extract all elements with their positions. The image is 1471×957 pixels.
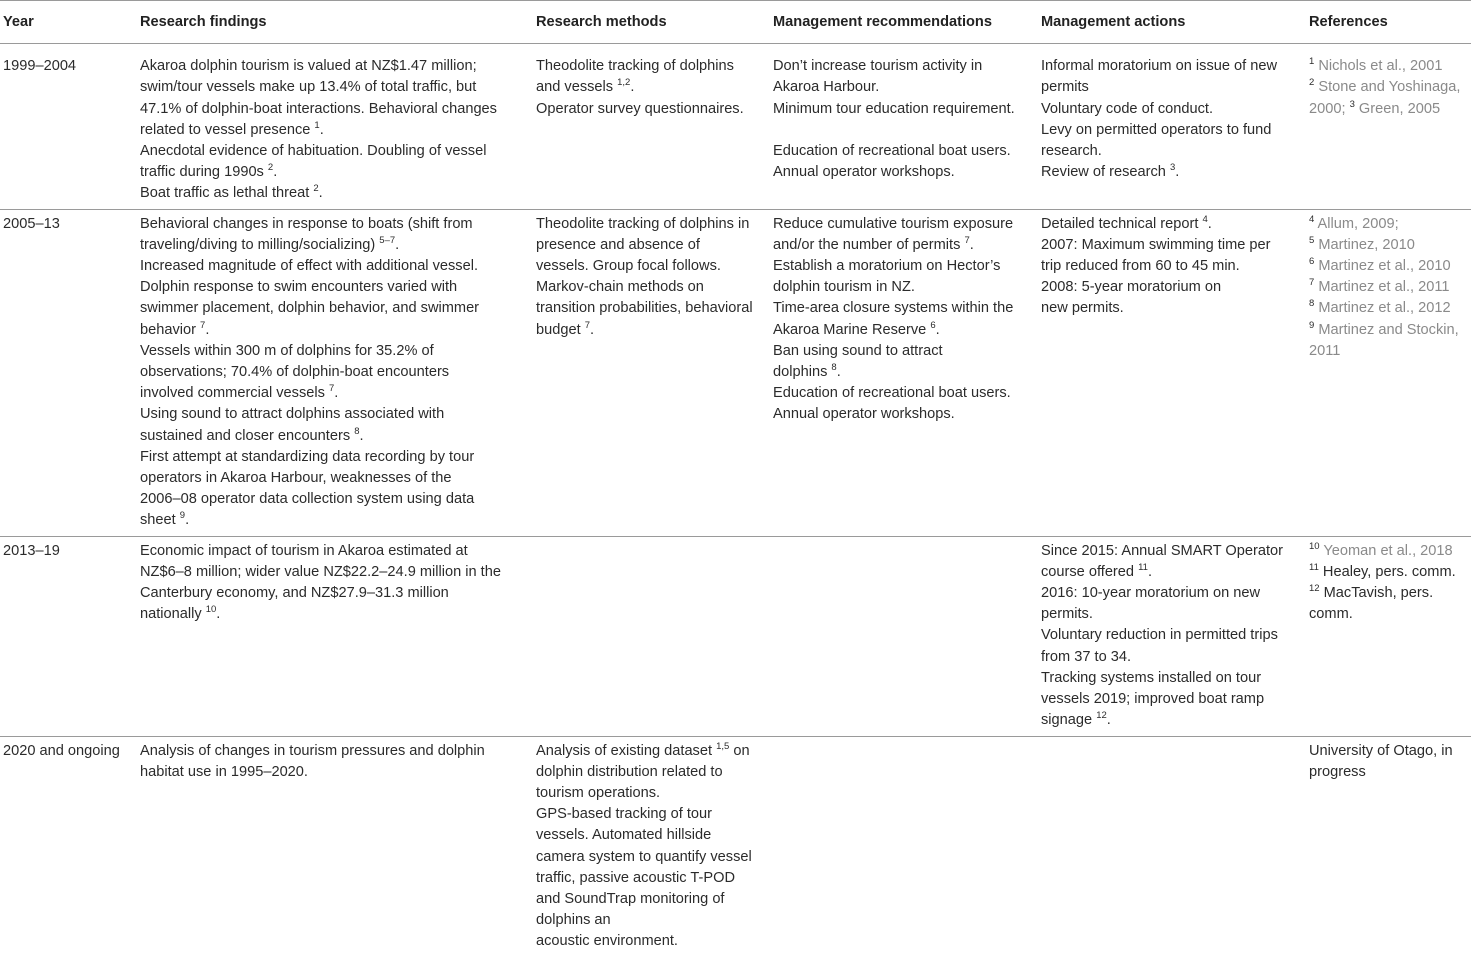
action-line: Tracking systems installed on tour bbox=[1041, 669, 1262, 686]
cell-year: 2013–19 bbox=[0, 536, 137, 736]
finding-line: Economic impact of tourism in Akaroa estimated at bbox=[140, 542, 468, 559]
recommendation-line: Don’t increase tourism activity in bbox=[773, 58, 983, 75]
reference-line bbox=[1309, 341, 1467, 362]
reference-text: progress bbox=[1309, 763, 1366, 780]
action-line: Voluntary code of conduct. bbox=[1041, 100, 1213, 117]
method-line: and vessels $^{1,2}$. bbox=[536, 77, 635, 96]
action-line: Levy on permitted operators to fund bbox=[1041, 121, 1272, 138]
reference-citation: Martinez and Stockin, bbox=[1314, 321, 1459, 338]
recommendation-line: Annual operator workshops. bbox=[773, 164, 955, 181]
method-line: dolphins an bbox=[536, 912, 611, 929]
finding-line: traveling/diving to milling/socializing) $^{5-7}$. bbox=[140, 234, 400, 253]
finding-line: sustained and closer encounters $^8$. bbox=[140, 425, 364, 444]
finding-line: operators in Akaroa Harbour, weaknesses of the bbox=[140, 470, 452, 487]
table-row bbox=[0, 209, 1471, 536]
cell-research-findings bbox=[137, 209, 533, 536]
footnote-marker: 3 bbox=[1169, 162, 1176, 174]
recommendation-line: Reduce cumulative tourism exposure bbox=[773, 215, 1014, 232]
cell-research-findings bbox=[137, 536, 533, 736]
action-line: Voluntary reduction in permitted trips bbox=[1041, 627, 1278, 644]
action-line: from 37 to 34. bbox=[1041, 648, 1132, 665]
table-row bbox=[0, 536, 1471, 736]
recommendation-line: Akaroa Harbour. bbox=[773, 79, 880, 96]
footnote-marker: 2 bbox=[267, 162, 274, 174]
method-line: tourism operations. bbox=[536, 784, 661, 801]
action-line: 2008: 5-year moratorium on bbox=[1041, 279, 1222, 296]
reference-line bbox=[1309, 235, 1467, 256]
reference-line bbox=[1309, 562, 1467, 583]
reference-line bbox=[1309, 256, 1467, 277]
cell-management-actions bbox=[1038, 44, 1306, 209]
method-line: transition probabilities, behavioral bbox=[536, 300, 753, 317]
cell-references bbox=[1306, 536, 1471, 736]
reference-line bbox=[1309, 99, 1467, 120]
action-line: new permits. bbox=[1041, 300, 1124, 317]
footnote-marker: 1 bbox=[1309, 56, 1315, 68]
method-line: Analysis of existing dataset $^{1,5}$ on bbox=[536, 740, 750, 759]
reference-citation: 2011 bbox=[1309, 342, 1341, 359]
reference-citation: Stone and Yoshinaga, bbox=[1314, 79, 1461, 96]
cell-research-findings bbox=[137, 736, 533, 957]
footnote-marker: 8 bbox=[354, 425, 360, 437]
reference-citation: Martinez, 2010 bbox=[1314, 236, 1415, 253]
footnote-marker: 1,2 bbox=[617, 77, 631, 89]
footnote-marker: 7 bbox=[328, 383, 335, 395]
recommendation-line: Ban using sound to attract bbox=[773, 342, 943, 359]
reference-citation: Nichols et al., 2001 bbox=[1314, 58, 1443, 75]
finding-line: sheet $^9$. bbox=[140, 510, 190, 529]
footnote-marker: 5–7 bbox=[379, 234, 396, 246]
action-line: permits. bbox=[1041, 606, 1093, 623]
action-line: permits bbox=[1041, 79, 1089, 96]
finding-line: nationally $^{10}$. bbox=[140, 604, 221, 623]
footnote-marker: 8 bbox=[1309, 298, 1315, 310]
footnote-marker: 11 bbox=[1309, 561, 1319, 573]
recommendation-line: Time-area closure systems within the bbox=[773, 300, 1014, 317]
action-line: 2007: Maximum swimming time per bbox=[1041, 236, 1271, 253]
cell-references bbox=[1306, 209, 1471, 536]
finding-line: First attempt at standardizing data recording by tour bbox=[140, 448, 475, 465]
footnote-marker: 10 bbox=[205, 604, 217, 616]
cell-research-methods bbox=[533, 44, 770, 209]
footnote-marker: 1 bbox=[314, 119, 320, 131]
recommendation-line: Education of recreational boat users. bbox=[773, 385, 1011, 402]
reference-line bbox=[1309, 298, 1467, 319]
finding-line: Canterbury economy, and NZ$27.9–31.3 million bbox=[140, 585, 449, 602]
reference-line bbox=[1309, 762, 1467, 783]
footnote-marker: 8 bbox=[831, 362, 837, 374]
reference-text: MacTavish, pers. bbox=[1319, 585, 1434, 602]
reference-line bbox=[1309, 320, 1467, 341]
recommendation-line: dolphin tourism in NZ. bbox=[773, 279, 915, 296]
cell-management-recommendations bbox=[770, 44, 1038, 209]
finding-line: swim/tour vessels make up 13.4% of total traffic, but bbox=[140, 79, 477, 96]
recommendation-line: and/or the number of permits $^7$. bbox=[773, 234, 974, 253]
finding-line: swimmer placement, dolphin behavior, and swimmer bbox=[140, 300, 480, 317]
action-line: research. bbox=[1041, 143, 1102, 160]
footnote-marker: 7 bbox=[964, 234, 970, 246]
reference-text: University of Otago, in bbox=[1309, 742, 1453, 759]
recommendation-line: dolphins $^8$. bbox=[773, 362, 841, 381]
recommendation-line: Minimum tour education requirement. bbox=[773, 100, 1015, 117]
action-line: Review of research $^3$. bbox=[1041, 162, 1180, 181]
cell-management-actions bbox=[1038, 536, 1306, 736]
footnote-marker: 4 bbox=[1202, 213, 1208, 225]
action-line: vessels 2019; improved boat ramp bbox=[1041, 691, 1265, 708]
reference-citation: Yeoman et al., 2018 bbox=[1319, 542, 1453, 559]
finding-line: Boat traffic as lethal threat $^2$. bbox=[140, 183, 323, 202]
reference-line bbox=[1309, 741, 1467, 762]
cell-management-recommendations bbox=[770, 209, 1038, 536]
method-line: acoustic environment. bbox=[536, 933, 678, 950]
method-line: Operator survey questionnaires. bbox=[536, 100, 744, 117]
method-line: budget $^7$. bbox=[536, 319, 595, 338]
finding-line: 47.1% of dolphin-boat interactions. Behavioral changes bbox=[140, 100, 497, 117]
finding-line: Vessels within 300 m of dolphins for 35.2% of bbox=[140, 342, 434, 359]
footnote-marker: 7 bbox=[584, 319, 590, 331]
method-line: traffic, passive acoustic T-POD bbox=[536, 869, 735, 886]
action-line: trip reduced from 60 to 45 min. bbox=[1041, 258, 1240, 275]
footnote-marker: 7 bbox=[200, 319, 206, 331]
reference-text: comm. bbox=[1309, 606, 1353, 623]
footnote-marker: 10 bbox=[1309, 540, 1320, 552]
header-row bbox=[0, 1, 1471, 44]
footnote-marker: 12 bbox=[1309, 583, 1320, 595]
reference-citation: Allum, 2009; bbox=[1314, 215, 1399, 232]
cell-management-actions bbox=[1038, 736, 1306, 957]
method-line: GPS-based tracking of tour bbox=[536, 806, 713, 823]
reference-line bbox=[1309, 583, 1467, 604]
recommendation-line: Annual operator workshops. bbox=[773, 406, 955, 423]
action-line: Detailed technical report $^4$. bbox=[1041, 213, 1212, 232]
col-header-management-recommendations: Management recommendations bbox=[770, 1, 1038, 44]
footnote-marker: 2 bbox=[313, 183, 319, 195]
finding-line: Dolphin response to swim encounters varied with bbox=[140, 279, 458, 296]
cell-year: 2005–13 bbox=[0, 209, 137, 536]
action-line: signage $^{12}$. bbox=[1041, 710, 1111, 729]
method-line: vessels. Group focal follows. bbox=[536, 258, 721, 275]
footnote-marker: 9 bbox=[179, 510, 186, 522]
reference-line bbox=[1309, 541, 1467, 562]
reference-citation: Green, 2005 bbox=[1354, 100, 1441, 117]
reference-line bbox=[1309, 56, 1467, 77]
method-line: Theodolite tracking of dolphins in bbox=[536, 215, 750, 232]
cell-research-methods bbox=[533, 736, 770, 957]
footnote-marker: 3 bbox=[1349, 98, 1355, 110]
action-line: Informal moratorium on issue of new bbox=[1041, 58, 1278, 75]
cell-management-recommendations bbox=[770, 536, 1038, 736]
col-header-references: References bbox=[1306, 1, 1471, 44]
cell-references bbox=[1306, 44, 1471, 209]
cell-references bbox=[1306, 736, 1471, 957]
finding-line: Analysis of changes in tourism pressures and dolphin bbox=[140, 742, 485, 759]
finding-line: NZ$6–8 million; wider value NZ$22.2–24.9 million in the bbox=[140, 563, 501, 580]
method-line: Markov-chain methods on bbox=[536, 279, 704, 296]
method-line: dolphin distribution related to bbox=[536, 763, 723, 780]
footnote-marker: 11 bbox=[1138, 561, 1148, 573]
finding-line: Increased magnitude of effect with additional vessel. bbox=[140, 258, 479, 275]
finding-line: behavior $^7$. bbox=[140, 319, 210, 338]
finding-line: Anecdotal evidence of habituation. Doubling of vessel bbox=[140, 143, 487, 160]
finding-line: involved commercial vessels $^7$. bbox=[140, 383, 339, 402]
reference-line bbox=[1309, 214, 1467, 235]
finding-line: Akaroa dolphin tourism is valued at NZ$1.47 million; bbox=[140, 58, 477, 75]
cell-research-findings bbox=[137, 44, 533, 209]
footnote-marker: 7 bbox=[1309, 277, 1315, 289]
method-line: vessels. Automated hillside bbox=[536, 827, 712, 844]
footnote-marker: 2 bbox=[1309, 77, 1315, 89]
finding-line: traffic during 1990s $^2$. bbox=[140, 162, 278, 181]
footnote-marker: 6 bbox=[1309, 256, 1315, 268]
footnote-marker: 1,5 bbox=[716, 740, 730, 752]
col-header-year: Year bbox=[0, 1, 137, 44]
reference-line bbox=[1309, 77, 1467, 98]
cell-management-actions bbox=[1038, 209, 1306, 536]
finding-line: habitat use in 1995–2020. bbox=[140, 763, 308, 780]
table-row bbox=[0, 44, 1471, 209]
footnote-marker: 4 bbox=[1309, 213, 1315, 225]
method-line: Theodolite tracking of dolphins bbox=[536, 58, 734, 75]
recommendation-line: Establish a moratorium on Hector’s bbox=[773, 258, 1001, 275]
col-header-management-actions: Management actions bbox=[1038, 1, 1306, 44]
blank-line bbox=[773, 120, 1034, 141]
method-line: camera system to quantify vessel bbox=[536, 848, 752, 865]
footnote-marker: 9 bbox=[1309, 319, 1315, 331]
finding-line: Behavioral changes in response to boats (shift from bbox=[140, 215, 473, 232]
reference-citation: Martinez et al., 2010 bbox=[1314, 258, 1451, 275]
finding-line: 2006–08 operator data collection system using data bbox=[140, 491, 475, 508]
recommendation-line: Akaroa Marine Reserve $^6$. bbox=[773, 319, 940, 338]
cell-research-methods bbox=[533, 209, 770, 536]
col-header-research-methods: Research methods bbox=[533, 1, 770, 44]
reference-citation: Martinez et al., 2012 bbox=[1314, 300, 1451, 317]
finding-line: related to vessel presence $^1$. bbox=[140, 119, 324, 138]
method-line: presence and absence of bbox=[536, 236, 700, 253]
cell-research-methods bbox=[533, 536, 770, 736]
cell-management-recommendations bbox=[770, 736, 1038, 957]
table-row bbox=[0, 736, 1471, 957]
reference-citation: Martinez et al., 2011 bbox=[1314, 279, 1450, 296]
finding-line: observations; 70.4% of dolphin-boat encounters bbox=[140, 364, 450, 381]
reference-line bbox=[1309, 604, 1467, 625]
footnote-marker: 12 bbox=[1096, 710, 1107, 722]
reference-text: Healey, pers. comm. bbox=[1318, 563, 1456, 580]
action-line: course offered $^{11}$. bbox=[1041, 561, 1153, 580]
finding-line: Using sound to attract dolphins associated with bbox=[140, 406, 445, 423]
cell-year: 2020 and ongoing bbox=[3, 742, 120, 759]
reference-line bbox=[1309, 277, 1467, 298]
reference-citation: 2000; bbox=[1309, 100, 1350, 117]
cell-year: 1999–2004 bbox=[0, 44, 137, 209]
recommendation-line: Education of recreational boat users. bbox=[773, 143, 1011, 159]
footnote-marker: 6 bbox=[930, 319, 936, 331]
method-line: and SoundTrap monitoring of bbox=[536, 890, 725, 907]
action-line: Since 2015: Annual SMART Operator bbox=[1041, 542, 1284, 559]
footnote-marker: 5 bbox=[1309, 234, 1315, 246]
action-line: 2016: 10-year moratorium on new bbox=[1041, 585, 1261, 602]
col-header-research-findings: Research findings bbox=[137, 1, 533, 44]
